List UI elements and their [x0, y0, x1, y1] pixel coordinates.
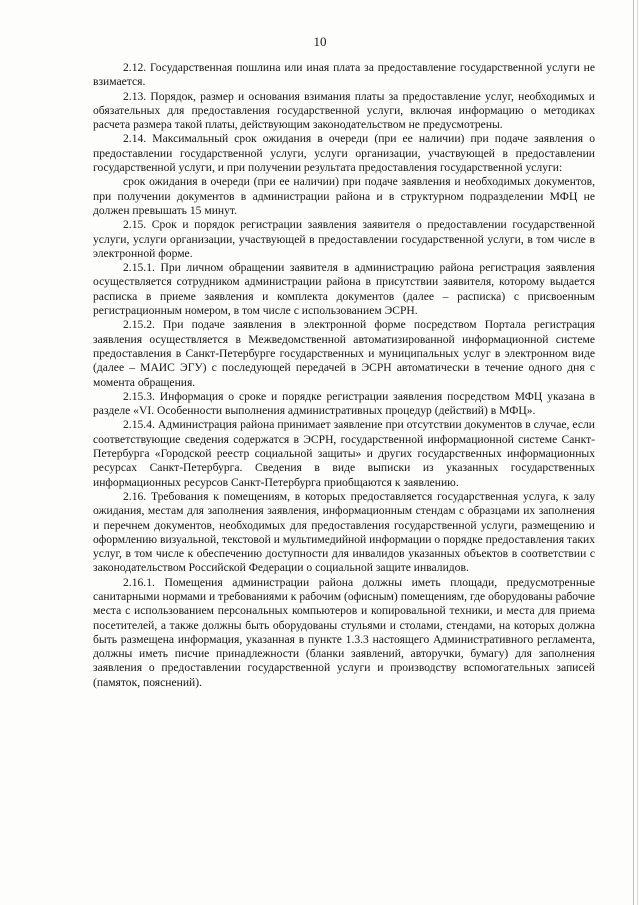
paragraph-2-15-2: 2.15.2. При подаче заявления в электронной форме посредством Портала регистрация заявления осуществляется в Межведомственной автоматизированной информационной системе предоставления в Санкт-Петербурге государственных и муниципальных услуг в электронном виде (далее – МАИС ЭГУ) с последующей передачей в ЭСРН автоматически в течение одного дня с момента обращения. — [93, 318, 595, 389]
paragraph-2-15: 2.15. Срок и порядок регистрации заявления заявителя о предоставлении государственной услуги, услуги организации, участвующей в предоставлении государственной услуги, в том числе в электронной форме. — [93, 218, 595, 260]
paragraph-2-14: 2.14. Максимальный срок ожидания в очереди (при ее наличии) при подаче заявления о предоставлении государственной услуги, услуги организации, участвующей в предоставлении государственной услуги, и при получении результата предоставления государственной услуги: — [93, 132, 595, 175]
document-body — [93, 61, 595, 690]
paragraph-2-16: 2.16. Требования к помещениям, в которых предоставляется государственная услуга, к залу ожидания, местам для заполнения заявления, информационным стендам с образцами их заполнения и перечнем документов, необходимых для предоставления государственной услуги, размещению и оформлению визуальной, текстовой и мультимедийной информации о порядке предоставления таких услуг, в том числе к обеспечению доступности для инвалидов указанных объектов в соответствии с законодательством Российской Федерации о социальной защите инвалидов. — [93, 489, 595, 575]
paragraph-2-12: 2.12. Государственная пошлина или иная плата за предоставление государственной услуги не взимается. — [93, 61, 595, 89]
paragraph-2-15-4: 2.15.4. Администрация района принимает заявление при отсутствии документов в случае, если соответствующие сведения содержатся в ЭСРН, государственной информационной системе Санкт-Петербурга «Городской реестр социальной защиты» и других государственных информационных ресурсах Санкт-Петербурга. Сведения в виде выписки из указанных государственных информационных ресурсов Санкт-Петербурга приобщаются к заявлению. — [93, 418, 595, 489]
scan-edge-line — [633, 0, 634, 905]
paragraph-2-16-1: 2.16.1. Помещения администрации района должны иметь площади, предусмотренные санитарными нормами и требованиями к рабочим (офисным) помещениям, где оборудованы рабочие места с использованием персональных компьютеров и копировальной техники, и места для приема посетителей, а также должны быть оборудованы стульями и столами, стендами, на которых должна быть размещена информация, указанная в пункте 1.3.3 настоящего Административного регламента, должны иметь писчие принадлежности (бланки заявлений, авторучки, бумагу) для заполнения заявления о предоставлении государственной услуги и производству вспомогательных записей (памяток, пояснений). — [93, 575, 595, 689]
page-number: 10 — [313, 34, 327, 49]
paragraph-2-14-waiting-time: срок ожидания в очереди (при ее наличии) при подаче заявления и необходимых документов, при получении документов в администрации района и в структурном подразделении МФЦ не должен превышать 15 минут. — [93, 175, 595, 217]
scan-edge-line — [637, 0, 638, 905]
paragraph-2-15-3: 2.15.3. Информация о сроке и порядке регистрации заявления посредством МФЦ указана в разделе «VI. Особенности выполнения административных процедур (действий) в МФЦ». — [93, 389, 595, 418]
paragraph-2-15-1: 2.15.1. При личном обращении заявителя в администрацию района регистрация заявления осуществляется сотрудником администрации района в присутствии заявителя, которому выдается расписка в приеме заявления и комплекта документов (далее – расписка) с присвоенным регистрационным номером, в том числе с использованием ЭСРН. — [93, 261, 595, 318]
paragraph-2-13: 2.13. Порядок, размер и основания взимания платы за предоставление услуг, необходимых и обязательных для предоставления государственной услуги, включая информацию о методиках расчета размера такой платы, действующим законодательством не предусмотрены. — [93, 89, 595, 132]
